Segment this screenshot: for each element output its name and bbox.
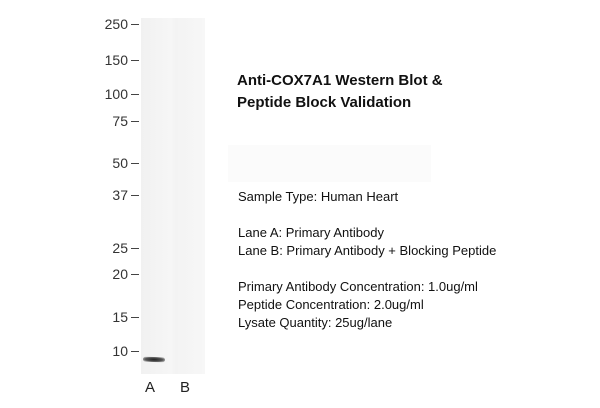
peptide-concentration: Peptide Concentration: 2.0ug/ml xyxy=(238,297,424,312)
marker-tick xyxy=(131,94,139,95)
primary-antibody-concentration: Primary Antibody Concentration: 1.0ug/ml xyxy=(238,279,478,294)
title-line-1: Anti-COX7A1 Western Blot & xyxy=(237,72,443,89)
title-line-2: Peptide Block Validation xyxy=(237,94,412,111)
sample-type-text: Sample Type: Human Heart xyxy=(238,189,399,204)
marker-label-250: 250 xyxy=(104,16,128,32)
marker-tick xyxy=(131,317,139,318)
marker-tick xyxy=(131,60,139,61)
lane-label-b: B xyxy=(180,379,191,396)
western-blot-membrane xyxy=(141,18,205,374)
marker-tick xyxy=(131,163,139,164)
marker-tick xyxy=(131,248,139,249)
marker-label-20: 20 xyxy=(112,266,128,282)
marker-tick xyxy=(131,195,139,196)
lysate-quantity: Lysate Quantity: 25ug/lane xyxy=(238,315,393,330)
marker-label-10: 10 xyxy=(112,343,128,359)
background-smudge xyxy=(228,145,431,182)
marker-label-37: 37 xyxy=(112,187,128,203)
marker-label-75: 75 xyxy=(112,113,128,129)
marker-tick xyxy=(131,121,139,122)
lane-a-band xyxy=(143,357,165,363)
lane-a-description: Lane A: Primary Antibody xyxy=(238,225,384,240)
marker-label-150: 150 xyxy=(104,52,128,68)
figure-title xyxy=(237,70,577,114)
lane-b-description: Lane B: Primary Antibody + Blocking Peptide xyxy=(238,243,497,258)
marker-label-100: 100 xyxy=(104,86,128,102)
marker-label-15: 15 xyxy=(112,309,128,325)
marker-tick xyxy=(131,274,139,275)
marker-label-50: 50 xyxy=(112,155,128,171)
marker-label-25: 25 xyxy=(112,240,128,256)
lane-label-a: A xyxy=(145,379,156,396)
marker-tick xyxy=(131,351,139,352)
marker-tick xyxy=(131,24,139,25)
